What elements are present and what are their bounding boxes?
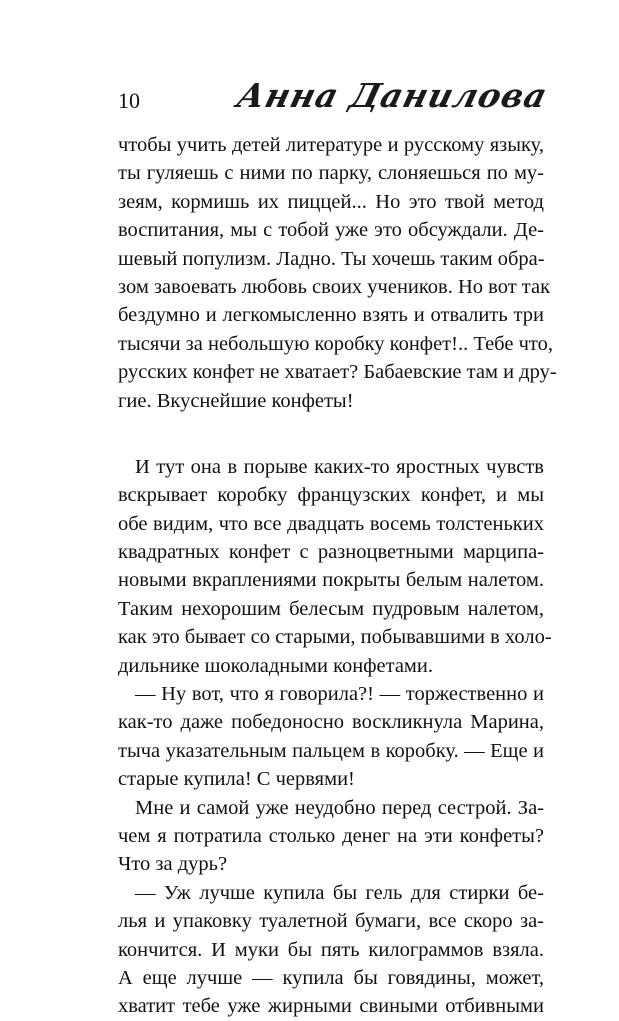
text-line: старые купила! С червями! [118,768,355,791]
text-line: тысячи за небольшую коробку конфет!.. Тебе что, [118,332,553,355]
paragraph [118,680,544,794]
text-line: дильнике шоколадными конфетами. [118,654,433,677]
text-line: зом завоевать любовь своих учеников. Но вот так [118,275,551,298]
text-line: Мне и самой уже неудобно перед сестрой. За- [135,796,544,819]
text-line: обе видим, что все двадцать восемь толстеньких [118,512,544,535]
body-text [118,131,557,1021]
text-line: бездумно и легкомысленно взять и отвалить три [118,304,544,327]
text-line: русских конфет не хватает? Бабаевские там и дру- [118,361,557,384]
text-line: — Уж лучше купила бы гель для стирки бе- [135,881,544,904]
text-line: вскрывает коробку французских конфет, и мы [118,484,544,507]
text-line: кончится. И муки бы пять килограммов взяла. [118,938,544,961]
author-name: Анна Данилова [233,76,552,115]
text-line: тыча указательным пальцем в коробку. — Еще и [118,739,544,762]
paragraph [118,879,544,1021]
text-line: шевый популизм. Ладно. Ты хочешь таким обра- [118,247,545,270]
text-line: — Ну вот, что я говорила?! — торжественно и [135,683,544,706]
text-line: как это бывает со старыми, побывавшими в холо- [118,626,552,649]
paragraph [118,131,557,415]
text-line: Таким нехорошим белесым пудровым налетом, [118,597,544,620]
text-line: новыми вкраплениями покрыты белым налетом. [118,569,544,592]
text-line: хватит тебе уже жирными свиными отбивными [118,995,544,1018]
text-line: квадратных конфет с разноцветными марципа- [118,541,544,564]
paragraph [118,453,552,680]
text-line: чтобы учить детей литературе и русскому языку, [118,134,544,156]
text-line: И тут она в порыве каких-то яростных чувств [135,455,544,478]
text-line: лья и упаковку туалетной бумаги, все скоро за- [118,910,544,933]
text-line: гие. Вкуснейшие конфеты! [118,389,354,412]
text-line: ты гуляешь с ними по парку, слоняешься по му- [118,162,544,185]
section-gap [118,415,544,453]
text-line: Что за дурь? [118,853,228,876]
paragraph [118,794,544,879]
text-line: чем я потратила столько денег на эти конфеты? [118,824,544,847]
text-line: как-то даже победоносно воскликнула Марина, [118,711,544,734]
text-line: зеям, кормишь их пиццей... Но это твой метод [118,190,544,213]
text-line: А еще лучше — купила бы говядины, может, [118,966,544,989]
page-number: 10 [118,88,140,113]
text-line: воспитания, мы с тобой уже это обсуждали. Де- [118,219,544,242]
